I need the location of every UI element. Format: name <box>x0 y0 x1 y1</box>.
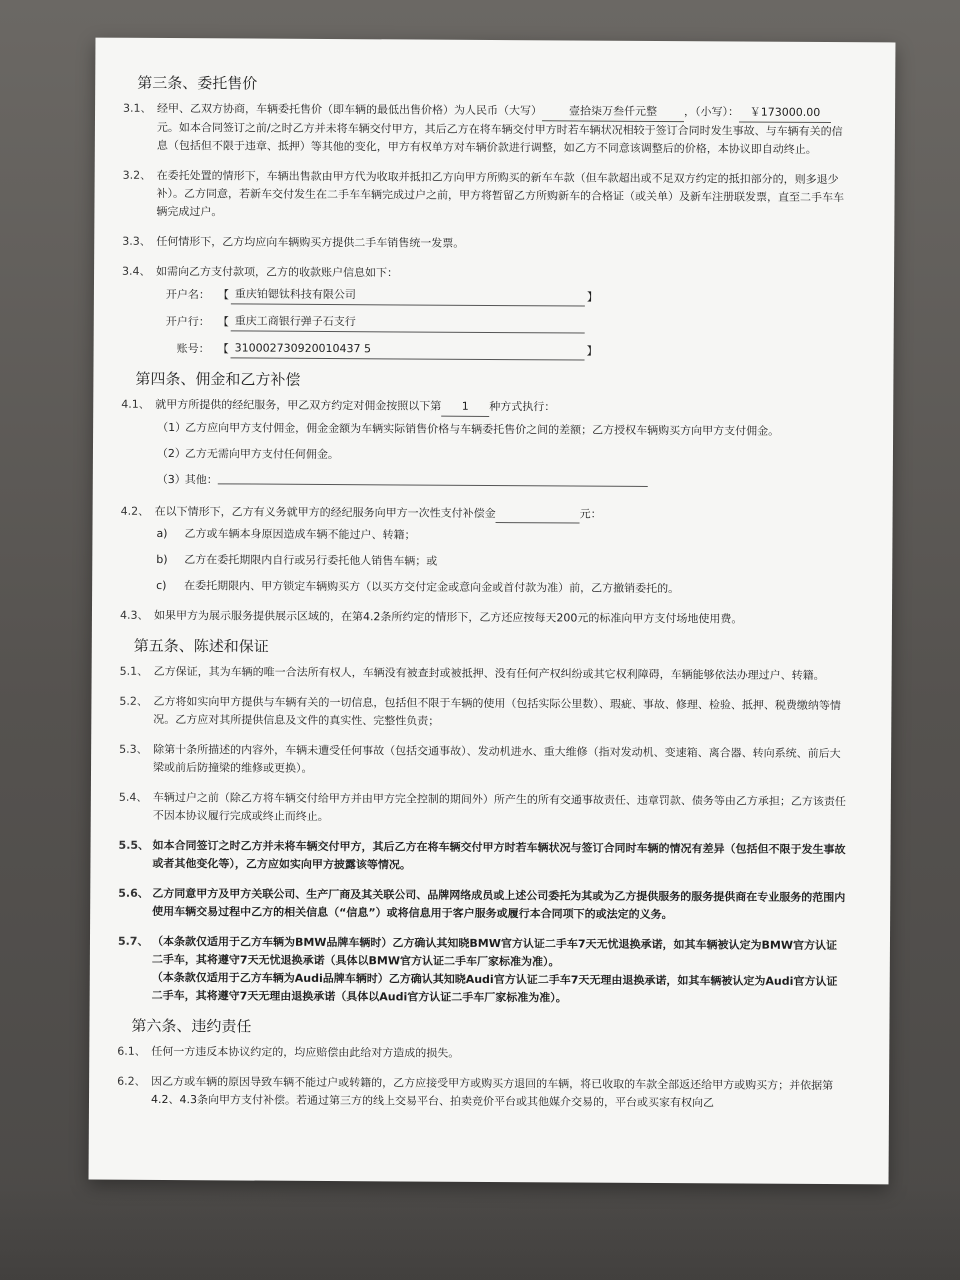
option-number: （1） <box>157 420 187 435</box>
clause-number: 5.2、 <box>119 694 148 708</box>
clause-number: 4.3、 <box>119 608 149 622</box>
clause-number: 5.7、 <box>117 934 149 948</box>
clause-5-6 <box>118 885 846 925</box>
clause-number: 4.1、 <box>121 397 150 411</box>
condition-b <box>156 551 848 573</box>
clause-number: 3.2、 <box>122 168 152 182</box>
clause-text: 如本合同签订之时乙方并未将车辆交付甲方，其后乙方在将车辆交付甲方时若车辆状况与签订合同时车辆的情况有差异（包括但不限于发生事故或者其他变化等），乙方应如实向甲方披露该等情况。 <box>152 838 846 872</box>
clause-text: 除第十条所描述的内容外，车辆未遭受任何事故（包括交通事故）、发动机进水、重大维修（指对发动机、变速箱、离合器、转向系统、前后大梁或前后防撞梁的维修或更换）。 <box>152 742 841 775</box>
section-6-title: 第六条、违约责任 <box>131 1016 252 1036</box>
clause-text: 种方式执行： <box>489 399 556 414</box>
clause-text: 就甲方所提供的经纪服务，甲乙双方约定对佣金按照以下第 <box>155 397 442 413</box>
clause-text: ，（小写）： <box>684 105 740 119</box>
clause-text: 元： <box>579 507 602 521</box>
clause-6-1 <box>117 1043 845 1065</box>
section-4-title: 第四条、佣金和乙方补偿 <box>135 369 301 389</box>
clause-text: 乙方保证，其为车辆的唯一合法所有权人，车辆没有被查封或被抵押、没有任何产权纠纷或其它权利障碍，车辆能够依法办理过户、转籍。 <box>153 664 825 683</box>
bank-value: 重庆工商银行弹子石支行 <box>231 312 585 333</box>
commission-choice-field: 1 <box>441 398 489 417</box>
audi-clause-text: （本条款仅适用于乙方车辆为Audi品牌车辆时）乙方确认其知晓Audi官方认证二手车7天无理由退换承诺，如其车辆被认定为Audi官方认证二手车，其将遵守7天无理由退换承诺（具体以Audi官方认证二手车厂家标准为准）。 <box>151 970 838 1005</box>
option-number: （3） <box>156 472 186 487</box>
option-text: 乙方无需向甲方支付任何佣金。 <box>184 447 339 462</box>
clause-5-4 <box>119 789 847 829</box>
clause-number: 6.2、 <box>117 1074 146 1088</box>
option-number: （2） <box>156 446 186 461</box>
clause-5-7 <box>118 933 846 1009</box>
clause-5-3 <box>119 741 847 781</box>
account-number-label: 账号： <box>176 341 210 355</box>
bracket-left: 【 <box>217 287 229 301</box>
clause-text: 在以下情形下，乙方有义务就甲方的经纪服务向甲方一次性支付补偿金 <box>154 504 496 521</box>
condition-c <box>156 577 848 599</box>
bracket-left: 【 <box>217 341 229 355</box>
clause-5-2 <box>119 693 847 733</box>
clause-text: 乙方将如实向甲方提供与车辆有关的一切信息，包括但不限于车辆的使用（包括实际公里数）、瑕疵、事故、修理、检验、抵押、税费缴纳等情况。乙方应对其所提供信息及文件的真实性、完整性负责； <box>153 694 841 728</box>
option-text: 其他： <box>184 473 218 487</box>
clause-number: 5.3、 <box>119 742 148 756</box>
option-text: 乙方应向甲方支付佣金，佣金金额为车辆实际销售价格与车辆委托售价之间的差额；乙方授权车辆购买方向甲方支付佣金。 <box>185 421 780 438</box>
clause-5-1 <box>120 663 848 685</box>
bmw-clause-text: （本条款仅适用于乙方车辆为BMW品牌车辆时）乙方确认其知晓BMW官方认证二手车7天无忧退换承诺，如其车辆被认定为BMW官方认证二手车，其将遵守7天无忧退换承诺（具体以BMW官方认证二手车厂家标准为准）。 <box>151 934 838 969</box>
clause-text: 在委托处置的情形下，车辆出售款由甲方代为收取并抵扣乙方向甲方所购买的新车车款（但车款超出或不足双方约定的抵扣部分的，则多退少补）。乙方同意，若新车交付发生在二手车车辆完成过户之前，甲方将暂留乙方所购新车的合格证（或关单）及新车注册联发票，直至二手车车辆完成过户。 <box>156 168 845 219</box>
option-2 <box>157 445 849 467</box>
section-5-title: 第五条、陈述和保证 <box>133 636 269 656</box>
clause-5-5 <box>118 837 846 877</box>
clause-text: 任何一方违反本协议约定的，均应赔偿由此给对方造成的损失。 <box>151 1044 460 1060</box>
clause-number: 6.1、 <box>117 1044 146 1058</box>
condition-letter: a) <box>156 526 168 541</box>
compensation-amount-blank <box>496 510 580 524</box>
clause-number: 3.3、 <box>122 234 151 248</box>
account-number-value: 310002730920010437 5 <box>231 339 585 360</box>
clause-text: 因乙方或车辆的原因导致车辆不能过户或转籍的，乙方应接受甲方或购买方退回的车辆，将已收取的车款全部返还给甲方或购买方；并依据第4.2、4.3条向甲方支付补偿。若通过第三方的线上交易平台、拍卖竞价平台或其他媒介交易的，平台或买家有权向乙 <box>150 1074 834 1110</box>
clause-3-4 <box>122 263 850 285</box>
clause-3-2 <box>122 167 850 225</box>
condition-letter: c) <box>156 578 167 593</box>
condition-text: 乙方在委托期限内自行或另行委托他人销售车辆；或 <box>184 553 438 568</box>
condition-text: 在委托期限内、甲方锁定车辆购买方（以买方交付定金或意向金或首付款为准）前，乙方撤销委托的。 <box>184 579 680 596</box>
clause-number: 3.1、 <box>123 101 152 115</box>
bank-label: 开户行： <box>165 314 210 328</box>
condition-text: 乙方或车辆本身原因造成车辆不能过户、转籍； <box>184 527 416 542</box>
clause-text: 车辆过户之前（除乙方将车辆交付给甲方并由甲方完全控制的期间外）所产生的所有交通事故责任、违章罚款、债务等由乙方承担；乙方该责任不因本协议履行完成或终止而终止。 <box>152 790 846 824</box>
clause-4-1 <box>121 396 849 419</box>
clause-4-2 <box>121 503 849 525</box>
clause-3-1 <box>123 100 851 159</box>
account-number-row <box>158 339 850 362</box>
account-name-label: 开户名： <box>165 287 210 301</box>
bracket-right: 】 <box>586 344 598 358</box>
floor-shadow <box>0 1182 960 1280</box>
price-uppercase-field: 壹拾柒万叁仟元整 <box>542 102 684 122</box>
condition-letter: b) <box>156 552 168 567</box>
clause-number: 3.4、 <box>122 264 151 278</box>
clause-4-3 <box>120 607 848 629</box>
price-lowercase-field: ￥173000.00 <box>739 104 831 124</box>
contract-page <box>89 38 896 1185</box>
clause-text: 元。如本合同签订之前/之时乙方并未将车辆交付甲方，其后乙方在将车辆交付甲方时若车辆状况相较于签订合同时发生事故、与车辆有关的信息（包括但不限于违章、抵押）等其他的变化，甲方有权单方对车辆价款进行调整，如乙方不同意该调整后的价格，本协议即自动终止。 <box>156 120 843 156</box>
clause-number: 5.5、 <box>118 838 150 852</box>
clause-text: 乙方同意甲方及甲方关联公司、生产厂商及其关联公司、品牌网络成员或上述公司委托为其或为乙方提供服务的服务提供商在专业服务的范围内使用车辆交易过程中乙方的相关信息（“信息”）或将信息用于客户服务或履行本合同项下的或法定的义务。 <box>152 886 846 922</box>
account-name-row <box>158 285 850 308</box>
bracket-left: 【 <box>217 314 229 328</box>
clause-number: 5.6、 <box>118 886 149 900</box>
other-method-blank <box>218 471 648 487</box>
clause-number: 5.4、 <box>118 790 148 804</box>
bank-row <box>158 312 850 335</box>
bracket-right: 】 <box>586 290 598 304</box>
section-3-title: 第三条、委托售价 <box>137 73 258 93</box>
option-3 <box>157 471 849 493</box>
clause-text: 如果甲方为展示服务提供展示区域的，在第4.2条所约定的情形下，乙方还应按每天200元的标准向甲方支付场地使用费。 <box>153 608 743 626</box>
clause-text: 如需向乙方支付款项，乙方的收款账户信息如下： <box>156 264 399 280</box>
clause-6-2 <box>117 1073 845 1113</box>
clause-3-3 <box>122 233 850 255</box>
condition-a <box>156 525 848 547</box>
clause-text: 任何情形下，乙方均应向车辆购买方提供二手车销售统一发票。 <box>156 234 465 250</box>
account-name-value: 重庆铂锶钛科技有限公司 <box>231 285 585 306</box>
clause-number: 5.1、 <box>119 664 149 678</box>
option-1 <box>157 419 849 441</box>
clause-text: 经甲、乙双方协商，车辆委托售价（即车辆的最低出售价格）为人民币（大写） <box>157 101 543 118</box>
clause-number: 4.2、 <box>120 504 150 518</box>
